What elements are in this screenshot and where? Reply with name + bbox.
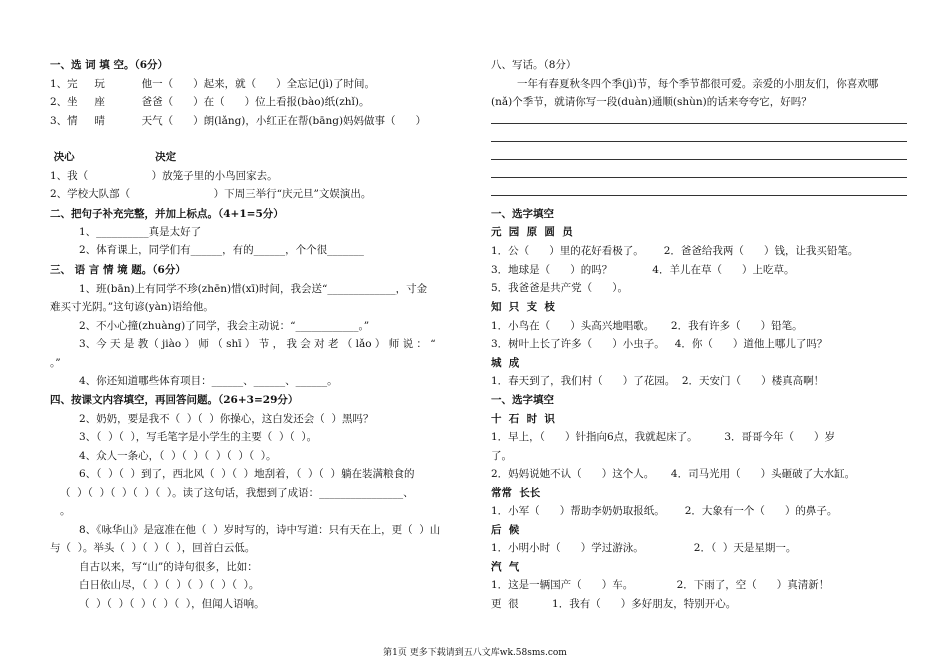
text-line: 2、坐 座 爸爸（ ）在（ ）位上看报(bào)纸(zhǐ)。 xyxy=(50,96,370,108)
char-group-label: 常常 长长 xyxy=(491,487,541,499)
text-line: (nǎ)个季节，就请你写一段(duàn)通顺(shùn)的话来夸夸它，好吗？ xyxy=(491,96,812,108)
char-group-label: 汽 气 xyxy=(491,561,520,573)
writing-line xyxy=(491,195,907,196)
text-line: 白日依山尽，（ ）（ ）（ ）（ ）（ ）。 xyxy=(79,579,260,591)
section-2-heading: 二、把句子补充完整，并加上标点。（4+1=5分） xyxy=(50,208,284,220)
char-group-label: 十 石 时 识 xyxy=(491,413,555,425)
writing-line xyxy=(491,141,907,142)
char-group-label: 元 园 原 圆 员 xyxy=(491,226,573,238)
word-pair-label: 决心 决定 xyxy=(50,151,177,163)
text-line: 5．我爸爸是共产党（ ）。 xyxy=(491,282,628,294)
text-line: 3、今 天 是 教（ jiào ） 师 （ shī ） 节 ， 我 会 对 老 （ lǎo ） 师 说 ： “ xyxy=(79,338,436,350)
text-line: 1．春天到了，我们村（ ）了花园。 2．天安门（ ）楼真高啊！ xyxy=(491,375,825,387)
text-line: 2、学校大队部（ ）下周三举行“庆元旦”文娱演出。 xyxy=(50,188,372,200)
text-line: 2、不小心撞(zhuàng)了同学，我会主动说：“____________。” xyxy=(79,320,370,332)
text-line: 与（ ）。举头（ ）（ ）（ ），回首白云低。 xyxy=(50,542,256,554)
text-line: 1、班(bān)上有同学不珍(zhēn)惜(xī)时间，我会送“_____________，寸金 xyxy=(79,283,428,295)
text-line: 2、奶奶，要是我不（ ）（ ）你操心，这白发还会（ ）黑吗？ xyxy=(79,413,374,425)
section-8-heading: 八、写话。（8分） xyxy=(491,59,577,71)
text-line: （ ）（ ）（ ）（ ）（ ），但闻人语响。 xyxy=(79,598,265,610)
text-line: 。” xyxy=(50,357,61,369)
text-line: 1、完 玩 他一（ ）起来，就（ ）全忘记(jì)了时间。 xyxy=(50,78,375,90)
section-1-heading: 一、选 词 填 空。（6分） xyxy=(50,59,169,71)
text-line: 4、你还知道哪些体育项目：______、______、______。 xyxy=(79,375,338,387)
text-line: 2．妈妈说她不认（ ）这个人。 4．司马光用（ ）头砸破了大水缸。 xyxy=(491,468,856,480)
text-line: 2、体育课上，同学们有______，有的______，个个很_______ xyxy=(79,244,364,256)
select-fill-heading: 一、选字填空 xyxy=(491,208,554,220)
text-line: 6、（ ）（ ）到了，西北风（ ）（ ）地刮着，（ ）（ ）躺在装满粮食的 xyxy=(79,468,415,480)
section-4-heading: 四、按课文内容填空，再回答问题。（26+3=29分） xyxy=(50,394,299,406)
text-line: 8、《咏华山》是寇准在他（ ）岁时写的，诗中写道：只有天在上，更（ ）山 xyxy=(79,524,441,536)
text-line: 难买寸光阴。”这句谚(yàn)语给他。 xyxy=(50,301,214,313)
text-line: 1、我（ ）放笼子里的小鸟回家去。 xyxy=(50,170,278,182)
text-line: 3．树叶上长了许多（ ）小虫子。 4．你（ ）道他上哪儿了吗？ xyxy=(491,338,828,350)
text-line: 4、众人一条心，（ ）（ ）（ ）（ ）（ ）。 xyxy=(79,450,277,462)
text-line: 1、__________真是太好了 xyxy=(79,226,202,238)
text-line: 1．小军（ ）帮助李奶奶取报纸。 2．大象有一个（ ）的鼻子。 xyxy=(491,505,838,517)
writing-line xyxy=(491,123,907,124)
char-group-label: 后 候 xyxy=(491,524,520,536)
text-line: 1．这是一辆国产（ ）车。 2．下雨了，空（ ）真清新！ xyxy=(491,579,830,591)
text-line: 更 很 1．我有（ ）多好朋友，特别开心。 xyxy=(491,598,737,610)
text-line: 自古以来，写“山”的诗句很多，比如： xyxy=(79,561,258,573)
text-line: 1．小鸟在（ ）头高兴地唱歌。 2．我有许多（ ）铅笔。 xyxy=(491,320,803,332)
text-line: 1．早上，（ ）针指向6点，我就起床了。 3．哥哥今年（ ）岁 xyxy=(491,431,836,443)
page-footer: 第1页 更多下载请到五八文库wk.58sms.com xyxy=(383,648,567,658)
writing-line xyxy=(491,159,907,160)
text-line: 。 xyxy=(60,505,71,517)
text-line: 3、（ ）（ ），写毛笔字是小学生的主要（ ）（ ）。 xyxy=(79,431,318,443)
select-fill-heading: 一、选字填空 xyxy=(491,394,554,406)
text-line: 1．小明小时（ ）学过游泳。 2．（ ）天是星期一。 xyxy=(491,542,797,554)
text-line: 3、情 晴 天气（ ）朗(lǎng)，小红正在帮(bāng)妈妈做事（ ） xyxy=(50,115,427,127)
writing-line xyxy=(491,177,907,178)
char-group-label: 知 只 支 枝 xyxy=(491,301,555,313)
text-line: 一年有春夏秋冬四个季(jì)节，每个季节都很可爱。亲爱的小朋友们，你喜欢哪 xyxy=(517,78,879,90)
char-group-label: 城 成 xyxy=(491,357,520,369)
section-3-heading: 三、 语 言 情 境 题。（6分） xyxy=(50,264,186,276)
text-line: （ ）（ ）（ ）（ ）（ ）。读了这句话，我想到了成语：________________、 xyxy=(60,487,414,499)
text-line: 3．地球是（ ）的吗？ 4．羊儿在草（ ）上吃草。 xyxy=(491,264,795,276)
text-line: 1．公（ ）里的花好看极了。 2．爸爸给我两（ ）钱，让我买铅笔。 xyxy=(491,245,859,257)
text-line: 了。 xyxy=(491,450,512,462)
